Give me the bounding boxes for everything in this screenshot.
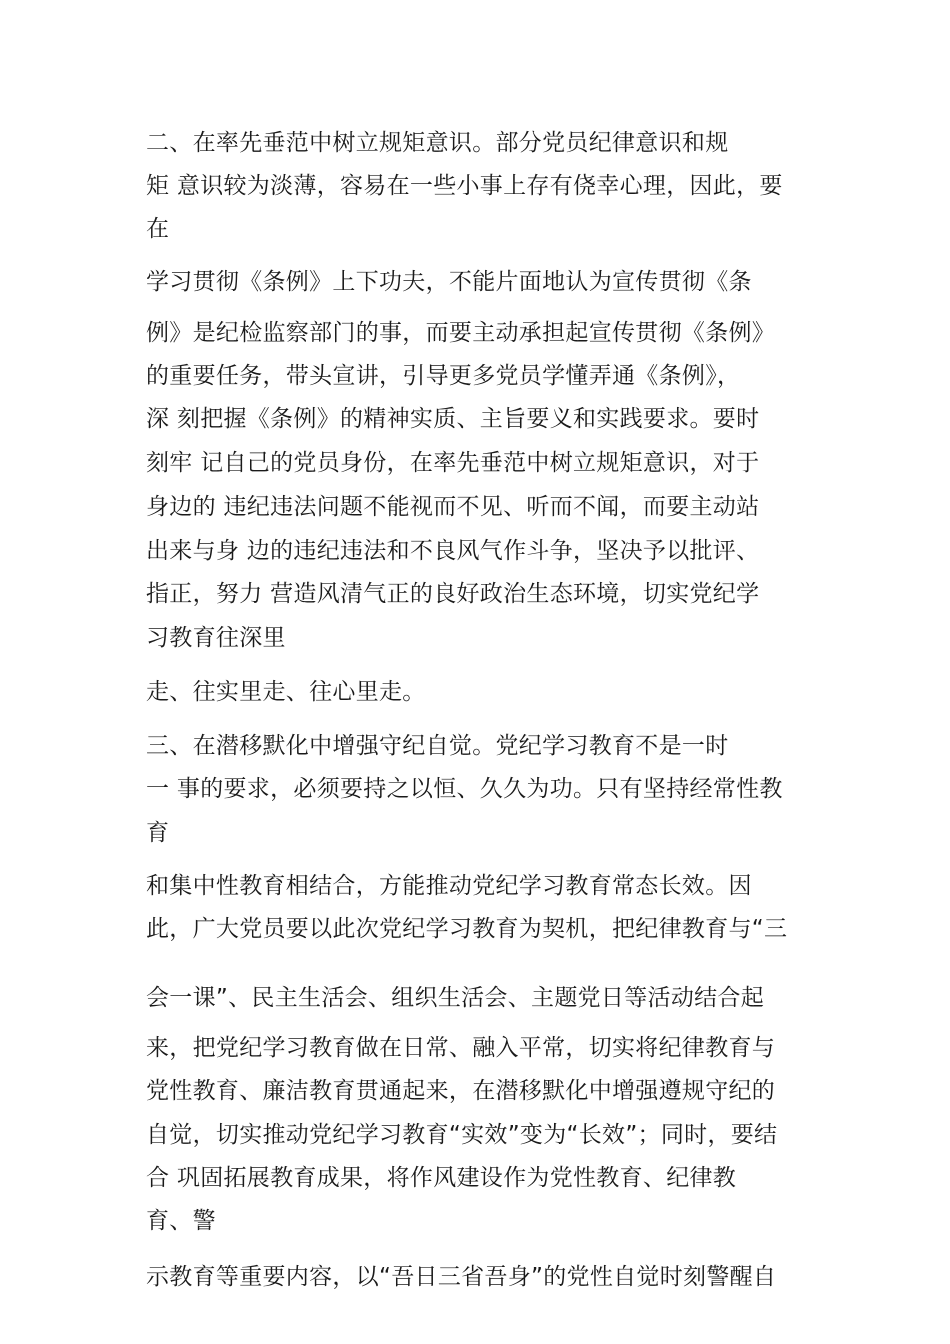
text-line: 在 [146,216,170,242]
text-line: 学习贯彻《条例》上下功夫，不能片面地认为宣传贯彻《条 [146,269,752,295]
text-line: 例》是纪检监察部门的事，而要主动承担起宣传贯彻《条例》 [146,320,776,346]
text-line: 合 巩固拓展教育成果，将作风建设作为党性教育、纪律教 [146,1165,737,1191]
text-line: 和集中性教育相结合，方能推动党纪学习教育常态长效。因 [146,873,752,899]
text-line: 的重要任务，带头宣讲，引导更多党员学懂弄通《条例》， [146,363,741,389]
text-line: 指正，努力 营造风清气正的良好政治生态环境，切实党纪学 [146,581,760,607]
text-line: 自觉，切实推动党纪学习教育“实效”变为“长效”；同时，要结 [146,1122,778,1148]
text-line: 示教育等重要内容，以“吾日三省吾身”的党性自觉时刻警醒自 [146,1264,777,1290]
text-line: 会一课”、民主生活会、组织生活会、主题党日等活动结合起 [146,985,765,1011]
text-line: 党性教育、廉洁教育贯通起来，在潜移默化中增强遵规守纪的 [146,1078,776,1104]
text-line: 此，广大党员要以此次党纪学习教育为契机，把纪律教育与“三 [146,916,788,942]
text-line: 一 事的要求，必须要持之以恒、久久为功。只有坚持经常性教 [146,776,783,802]
text-line: 走、往实里走、往心里走。 [146,679,426,705]
text-line: 三、在潜移默化中增强守纪自觉。党纪学习教育不是一时 [146,733,729,759]
text-line: 二、在率先垂范中树立规矩意识。部分党员纪律意识和规 [146,130,729,156]
text-line: 出来与身 边的违纪违法和不良风气作斗争，坚决予以批评、 [146,538,760,564]
text-line: 身边的 违纪违法问题不能视而不见、听而不闻，而要主动站 [146,494,760,520]
text-line: 刻牢 记自己的党员身份，在率先垂范中树立规矩意识，对于 [146,450,760,476]
text-line: 育 [146,820,170,846]
text-line: 矩 意识较为淡薄，容易在一些小事上存有侥幸心理，因此，要 [146,173,783,199]
text-line: 深 刻把握《条例》的精神实质、主旨要义和实践要求。要时 [146,406,760,432]
text-line: 习教育往深里 [146,625,286,651]
text-line: 来，把党纪学习教育做在日常、融入平常，切实将纪律教育与 [146,1035,776,1061]
text-line: 育、警 [146,1208,216,1234]
